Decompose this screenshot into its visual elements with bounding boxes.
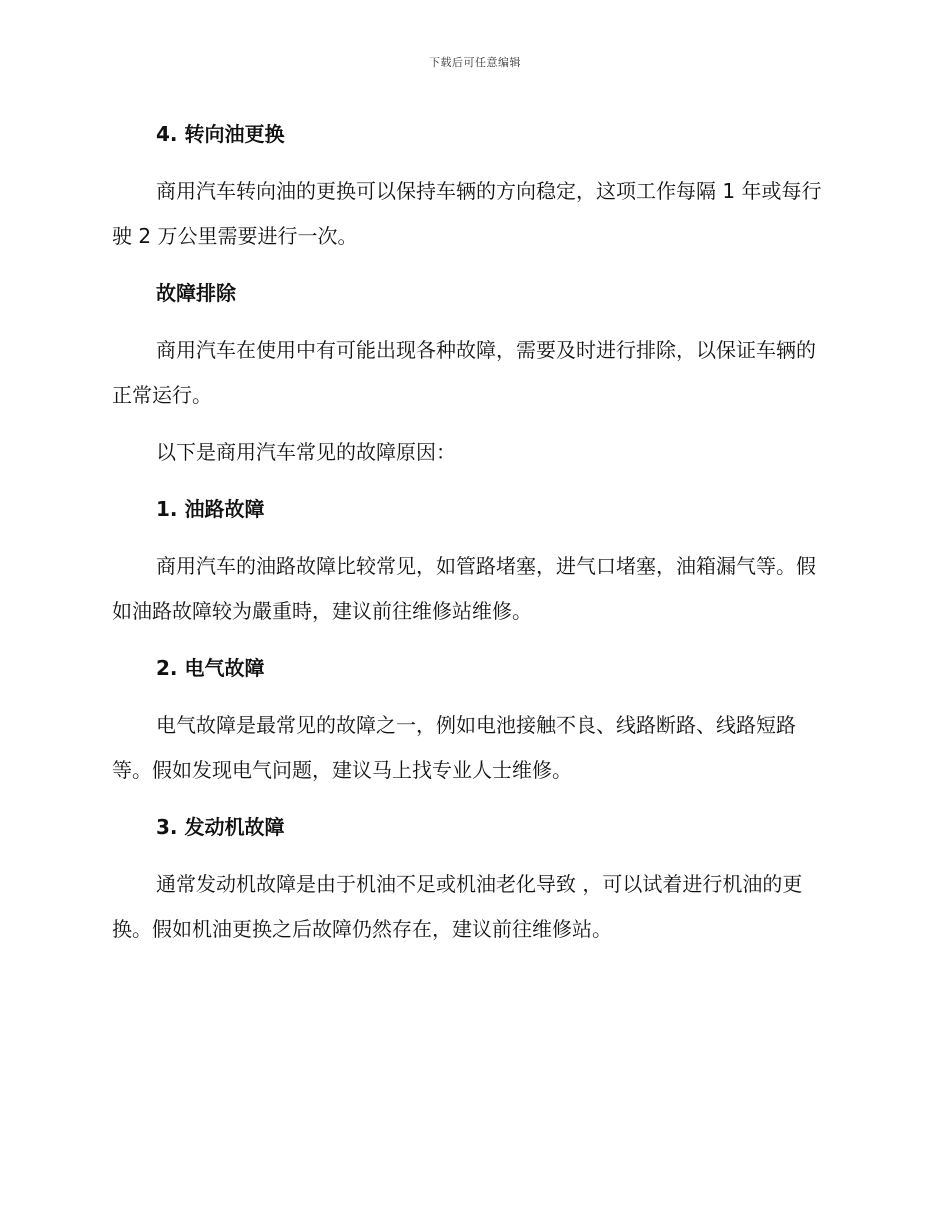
paragraph-steering-oil: 商用汽车转向油的更换可以保持车辆的方向稳定，这项工作每隔 1 年或每行驶 2 万公里需要进行一次。 xyxy=(112,179,822,248)
paragraph-electrical: 电气故障是最常见的故障之一，例如电池接触不良、线路断路、线路短路等。假如发现电气问题，建议马上找专业人士维修。 xyxy=(112,713,796,782)
section-heading-engine: 3. 发动机故障 xyxy=(156,815,285,839)
section-heading-troubleshooting: 故障排除 xyxy=(156,281,236,305)
document-body xyxy=(112,112,834,964)
paragraph-fuel-line: 商用汽车的油路故障比较常见，如管路堵塞，进气口堵塞，油箱漏气等。假如油路故障较为嚴重時，建议前往维修站维修。 xyxy=(112,554,816,623)
paragraph-troubleshooting-intro: 商用汽车在使用中有可能出现各种故障，需要及时进行排除，以保证车辆的正常运行。 xyxy=(112,338,816,407)
section-heading-electrical: 2. 电气故障 xyxy=(156,656,265,680)
paragraph-common-causes: 以下是商用汽车常见的故障原因： xyxy=(156,440,456,464)
paragraph-engine: 通常发动机故障是由于机油不足或机油老化导致 ，可以试着进行机油的更换。假如机油更换之后故障仍然存在，建议前往维修站。 xyxy=(112,872,803,941)
section-heading-fuel-line: 1. 油路故障 xyxy=(156,497,265,521)
page-header: 下载后可任意编辑 xyxy=(429,56,521,69)
section-heading-steering-oil: 4. 转向油更换 xyxy=(156,122,285,146)
